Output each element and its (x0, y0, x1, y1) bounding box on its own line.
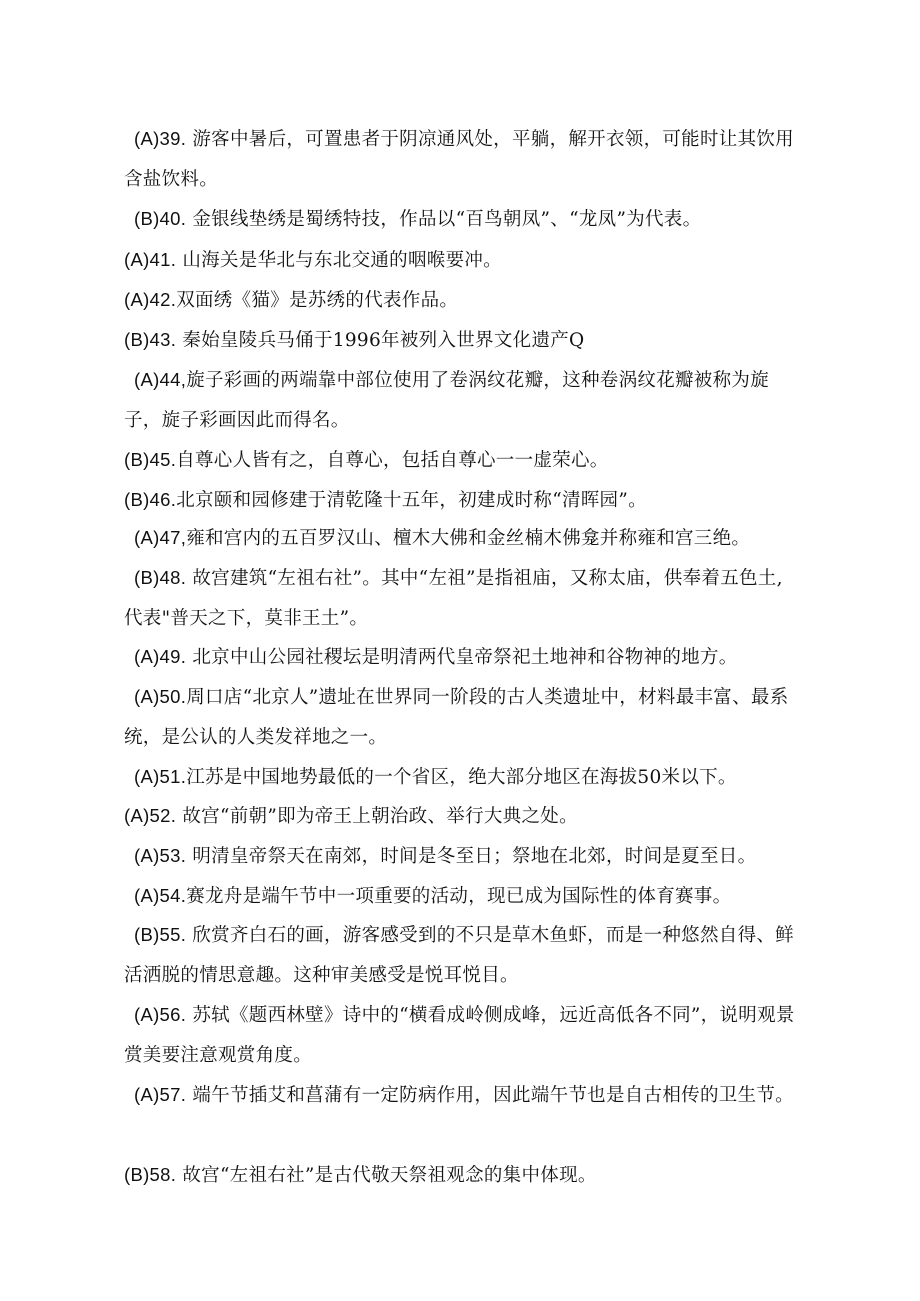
question-39 (124, 119, 796, 200)
answer-label: (A)51. (134, 766, 187, 787)
question-text: 北京颐和园修建于清乾隆十五年，初建成时称“清晖园”。 (176, 490, 647, 511)
question-58 (124, 1155, 796, 1196)
answer-label: (A)54. (134, 885, 187, 906)
answer-label: (B)45. (124, 449, 177, 470)
question-text: 周口店“北京人”遗址在世界同一阶段的古人类遗址中，材料最丰富、最系统，是公认的人类发祥地之一。 (124, 687, 789, 748)
question-text: 故宫“前朝”即为帝王上朝治政、举行大典之处。 (176, 806, 578, 827)
question-53 (124, 836, 796, 877)
answer-label: (A)56. (134, 1004, 187, 1025)
question-text: 明清皇帝祭天在南郊，时间是冬至日；祭地在北郊，时间是夏至日。 (186, 846, 757, 867)
answer-label: (A)57. (134, 1084, 187, 1105)
question-text: 苏轼《题西林壁》诗中的“横看成岭侧成峰，远近高低各不同”，说明观景赏美要注意观赏角度。 (124, 1005, 795, 1066)
answer-label: (B)48. (134, 567, 187, 588)
question-44 (124, 360, 796, 441)
question-text: 雍和宫内的五百罗汉山、檀木大佛和金丝楠木佛龛并称雍和宫三绝。 (186, 528, 751, 549)
question-text: 自尊心人皆有之，自尊心，包括自尊心一一虚荣心。 (176, 450, 609, 471)
question-text: 游客中暑后，可置患者于阴凉通风处，平躺，解开衣领，可能时让其饮用含盐饮料。 (124, 129, 794, 190)
answer-label: (B)55. (134, 924, 187, 945)
question-text: 山海关是华北与东北交通的咽喉要冲。 (176, 250, 502, 271)
question-48 (124, 558, 796, 639)
answer-label: (A)52. (124, 805, 177, 826)
answer-label: (A)50. (134, 686, 187, 707)
question-40 (124, 199, 796, 240)
question-text: 北京中山公园社稷坛是明清两代皇帝祭祀土地神和谷物神的地方。 (186, 647, 738, 668)
question-text: 旋子彩画的两端靠中部位使用了卷涡纹花瓣，这种卷涡纹花瓣被称为旋子，旋子彩画因此而得名。 (124, 370, 769, 431)
answer-label: (B)58. (124, 1164, 177, 1185)
question-41 (124, 240, 796, 281)
answer-label: (A)49. (134, 646, 187, 667)
answer-label: (A)53. (134, 845, 187, 866)
question-text: 江苏是中国地势最低的一个省区，绝大部分地区在海拔50米以下。 (186, 767, 737, 788)
question-46 (124, 480, 796, 521)
question-52 (124, 796, 796, 837)
answer-label: (A)39. (134, 128, 187, 149)
question-50 (124, 677, 796, 758)
question-55 (124, 915, 796, 996)
question-56 (124, 995, 796, 1076)
question-45 (124, 440, 796, 481)
answer-label: (A)47, (134, 527, 187, 548)
question-57 (124, 1075, 796, 1116)
answer-label: (A)41. (124, 249, 177, 270)
question-text: 双面绣《猫》是苏绣的代表作品。 (176, 290, 459, 311)
answer-label: (A)42. (124, 289, 177, 310)
question-text: 端午节插艾和菖蒲有一定防病作用，因此端午节也是自古相传的卫生节。 (186, 1085, 794, 1106)
question-47 (124, 518, 796, 559)
question-text: 金银线垫绣是蜀绣特技，作品以“百鸟朝凤”、“龙凤”为代表。 (186, 209, 702, 230)
question-text: 赛龙舟是端午节中一项重要的活动，现已成为国际性的体育赛事。 (186, 886, 732, 907)
answer-label: (B)46. (124, 489, 177, 510)
question-text: 故宫“左祖右社”是古代敬天祭祖观念的集中体现。 (176, 1165, 597, 1186)
answer-label: (B)43. (124, 329, 177, 350)
answer-label: (A)44, (134, 369, 187, 390)
question-text: 故宫建筑“左祖右社”。其中“左祖”是指祖庙，又称太庙，供奉着五色土,代表"普天之下，莫非王土”。 (124, 568, 783, 629)
answer-label: (B)40. (134, 208, 187, 229)
question-49 (124, 637, 796, 678)
question-43 (124, 320, 796, 361)
question-text: 欣赏齐白石的画，游客感受到的不只是草木鱼虾，而是一种悠然自得、鲜活洒脱的情思意趣。这种审美感受是悦耳悦目。 (124, 925, 794, 986)
question-54 (124, 876, 796, 917)
question-text: 秦始皇陵兵马俑于1996年被列入世界文化遗产Q (176, 330, 585, 351)
question-51 (124, 757, 796, 798)
question-42 (124, 280, 796, 321)
